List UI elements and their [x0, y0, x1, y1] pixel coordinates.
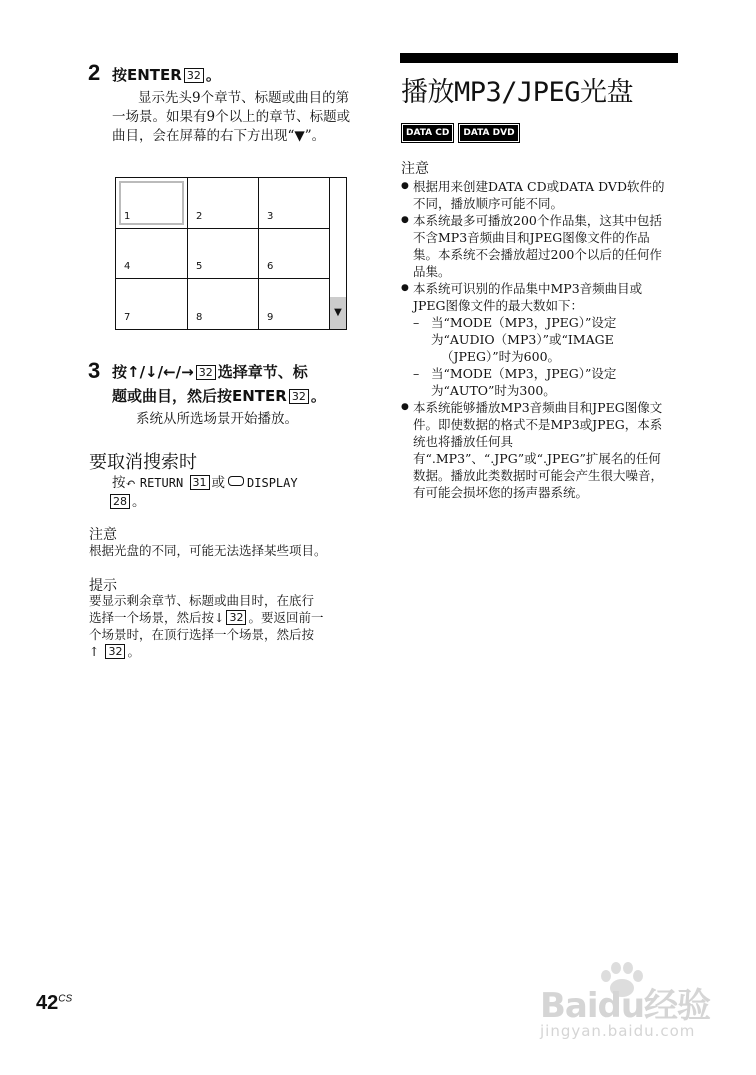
scene-grid [115, 177, 347, 330]
step-3-title-arrows: 按↑/↓/←/→ [112, 363, 194, 381]
note-bullet-4: ● 本系统能够播放MP3音频曲目和JPEG图像文件。即使数据的格式不是MP3或JPEG，本系统也将播放任何具有“.MP3”、“.JPG”或“.JPEG”扩展名的任何数据。播放此类数据时可能会产生很大噪音，有可能会损坏您的扬声器系统。 [401, 399, 673, 501]
tip-line: 要显示剩余章节、标题或曲目时，在底行 [89, 593, 315, 608]
note-bullet-3: ● 本系统可识别的作品集中MP3音频曲目或JPEG图像文件的最大数如下： [401, 280, 673, 314]
disc-badges [401, 120, 524, 143]
return-icon: ↶ [125, 476, 136, 490]
return-label: RETURN [139, 476, 184, 490]
badge-data-cd: DATA CD [401, 123, 454, 143]
cancel-end: 。 [132, 494, 146, 510]
scene-cell-7[interactable] [116, 279, 188, 329]
badge-data-dvd: DATA DVD [458, 123, 519, 143]
scene-cell-6[interactable] [259, 229, 330, 279]
display-label: DISPLAY [247, 476, 298, 490]
step-2-number: 2 [88, 60, 101, 85]
scene-cell-3[interactable] [259, 178, 330, 229]
step-3-title-text-2: 题或曲目，然后按ENTER [112, 387, 287, 405]
step-3-title-text: 选择章节、标 [217, 363, 308, 381]
tip-line [89, 609, 369, 626]
tip-heading: 提示 [89, 578, 117, 594]
display-icon [228, 476, 244, 486]
scroll-down-arrow-icon[interactable]: ▼ [330, 297, 346, 329]
tip-up-arrow: ↑ [89, 644, 100, 659]
step-3-title [112, 360, 372, 408]
baidu-watermark [540, 960, 740, 1040]
step-2-title [112, 63, 221, 87]
note-left-heading: 注意 [89, 527, 117, 543]
return-ref-box: 31 [190, 475, 210, 490]
tip-line: 个场景时，在顶行选择一个场景，然后按 [89, 627, 315, 642]
tip-ref-box: 32 [226, 610, 246, 625]
tip-text: 选择一个场景，然后按↓ [89, 610, 225, 625]
cancel-body [112, 474, 362, 512]
step-3-body: 系统从所选场景开始播放。 [136, 411, 298, 427]
step-2-title-end: 。 [205, 66, 221, 84]
tip-ref-box: 32 [105, 644, 125, 659]
note-right-heading: 注意 [401, 161, 429, 177]
tip-text: 。 [127, 644, 140, 659]
scene-number: 4 [124, 261, 131, 272]
scene-cell-5[interactable] [188, 229, 259, 279]
note-right-list [401, 178, 673, 501]
step-3-ref-box-2: 32 [289, 389, 309, 404]
cancel-heading: 要取消搜索时 [89, 452, 197, 473]
scene-number: 3 [267, 211, 274, 222]
sub-line: 为“AUTO”时为300。 [431, 383, 556, 398]
cancel-press: 按 [112, 475, 126, 491]
note-left-body: 根据光盘的不同，可能无法选择某些项目。 [89, 543, 327, 558]
sub-line: 当“MODE（MP3，JPEG）”设定 [431, 315, 617, 330]
scene-number: 8 [196, 312, 203, 323]
grid-scrollbar[interactable] [329, 178, 346, 329]
note-sub-2 [401, 365, 673, 399]
step-2-ref-box: 32 [184, 68, 204, 83]
watermark-brand: Baidu经验 [540, 986, 711, 1026]
page-number-value: 42 [36, 992, 59, 1014]
tip-line [89, 643, 369, 660]
cancel-or: 或 [211, 475, 226, 491]
step-3-ref-box: 32 [196, 365, 216, 380]
scene-cell-1[interactable] [116, 178, 188, 229]
scene-number: 2 [196, 211, 203, 222]
sub-line: 当“MODE（MP3，JPEG）”设定 [431, 366, 617, 381]
scene-cell-9[interactable] [259, 279, 330, 329]
note-bullet-1: ● 根据用来创建DATA CD或DATA DVD软件的不同，播放顺序可能不同。 [401, 178, 673, 212]
page-number-suffix: CS [58, 993, 73, 1005]
note-sub-1 [401, 314, 673, 365]
scene-number: 7 [124, 312, 131, 323]
scene-cell-8[interactable] [188, 279, 259, 329]
step-2-body: 显示先头9个章节、标题或曲目的第一场景。如果有9个以上的章节、标题或曲目，会在屏幕的右下方出现“▼”。 [112, 90, 351, 144]
watermark-url: jingyan.baidu.com [540, 1022, 696, 1040]
section-title: 播放MP3/JPEG光盘 [401, 77, 634, 108]
scene-number: 1 [124, 211, 131, 222]
sub-line: 为“AUDIO（MP3）”或“IMAGE [431, 332, 614, 347]
tip-text: 。要返回前一 [248, 610, 324, 625]
page-number [36, 992, 72, 1015]
display-ref-box: 28 [110, 494, 130, 509]
scene-number: 6 [267, 261, 274, 272]
section-top-bar [400, 53, 678, 63]
sub-line: （JPEG）”时为600。 [441, 349, 561, 364]
step-2-title-text: 按ENTER [112, 66, 182, 84]
tip-body [89, 592, 369, 660]
step-3-number: 3 [88, 358, 101, 383]
scene-number: 9 [267, 312, 274, 323]
step-3-title-end: 。 [310, 387, 326, 405]
scene-cell-2[interactable] [188, 178, 259, 229]
note-bullet-2: ● 本系统最多可播放200个作品集，这其中包括不含MP3音频曲目和JPEG图像文件的作品集。本系统不会播放超过200个以后的任何作品集。 [401, 212, 673, 280]
dash-icon: – [413, 315, 420, 330]
scene-number: 5 [196, 261, 203, 272]
dash-icon: – [413, 366, 420, 381]
scene-cell-4[interactable] [116, 229, 188, 279]
